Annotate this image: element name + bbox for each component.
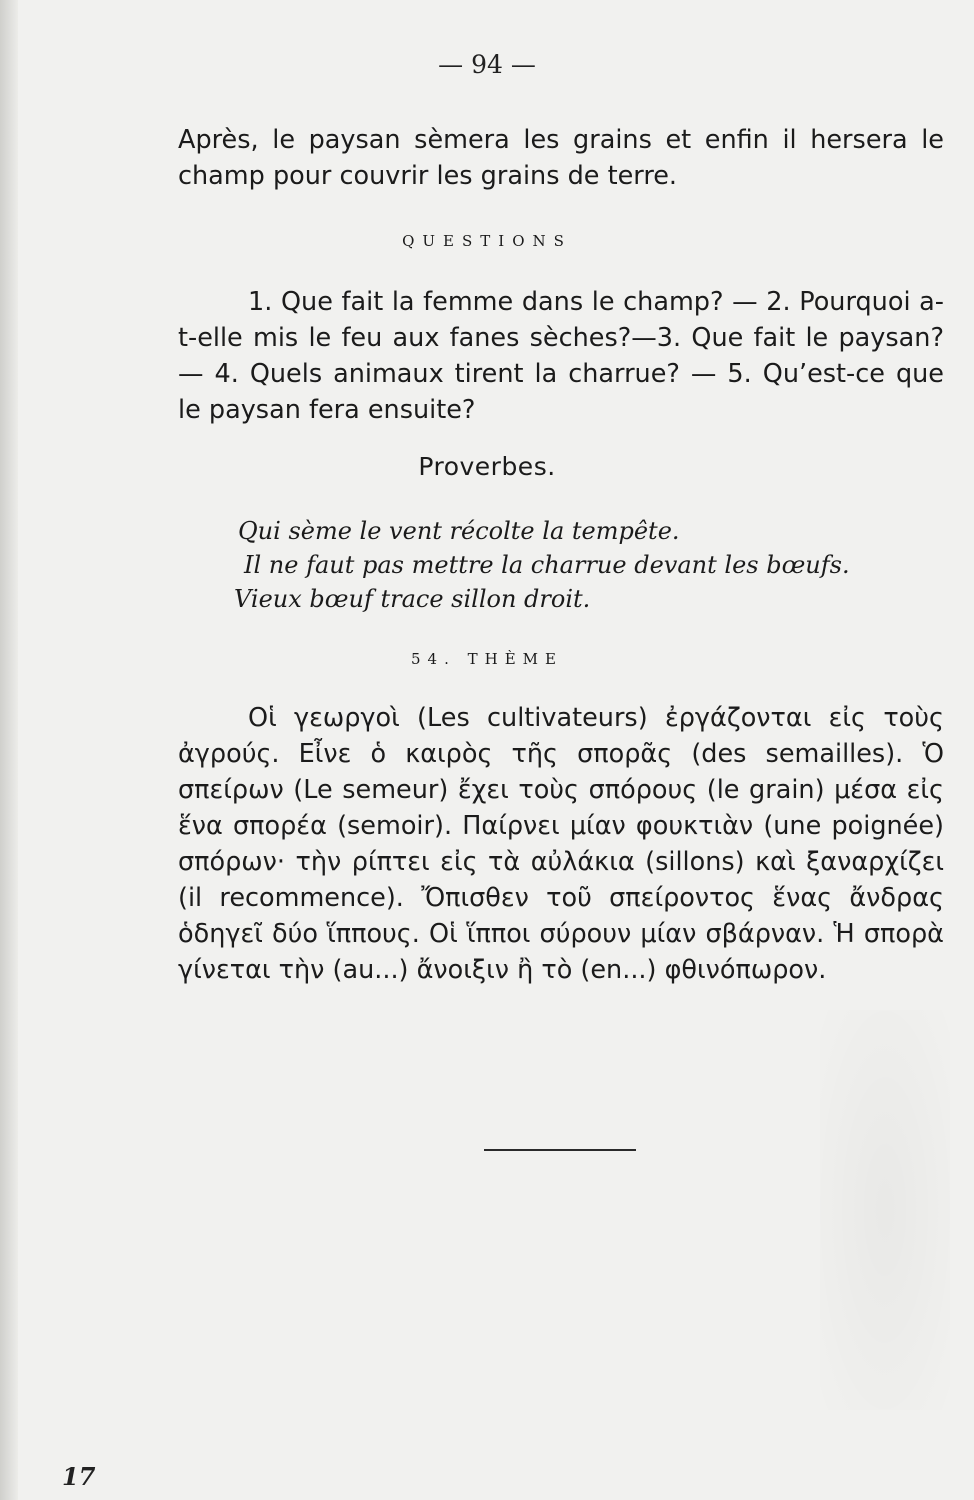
handwritten-mark: 17 <box>62 1462 96 1491</box>
theme-text: Οἱ γεωργοὶ (Les cultivateurs) ἐργάζονται εἰς τοὺς ἀγρούς. Εἶνε ὁ καιρὸς τῆς σπορᾶς (des semailles). Ὁ σπείρων (Le semeur) ἔχει τοὺς σπόρους (le grain) μέσα εἰς ἕνα σπορέα (semoir). Παίρνει μίαν φουκτιὰν (une poignée) σπόρων· τὴν ρίπτει εἰς τὰ αὐλάκια (sillons) καὶ ξαναρχίζει (il recommence). Ὄπισθεν τοῦ σπείροντος ἕνας ἄνδρας ὁδηγεῖ δύο ἵππους. Οἱ ἵπποι σύρουν μίαν σβάρναν. Ἡ σπορὰ γίνεται τὴν (au...) ἄνοιξιν ἢ τὸ (en...) φθινόπωρον. <box>178 703 944 985</box>
questions-paragraph <box>178 284 944 428</box>
ink-bleed-through <box>820 1010 950 1410</box>
questions-heading: QUESTIONS <box>402 232 572 250</box>
proverbs-heading: Proverbes. <box>418 452 556 481</box>
theme-heading: 54. THÈME <box>411 650 563 668</box>
proverb-line: Qui sème le vent récolte la tempête. <box>238 517 680 545</box>
intro-text: Après, le paysan sèmera les grains et enfin il hersera le champ pour couvrir les grains de terre. <box>178 125 944 191</box>
questions-text: 1. Que fait la femme dans le champ? — 2. Pourquoi a-t-elle mis le feu aux fanes sèches?—3. Que fait le paysan? — 4. Quels animaux tirent la charrue? — 5. Qu’est-ce que le paysan fera ensuite? <box>178 287 944 425</box>
theme-paragraph <box>178 700 944 988</box>
intro-paragraph <box>178 122 944 194</box>
proverb-line: Vieux bœuf trace sillon droit. <box>234 585 591 613</box>
page-gutter-shadow <box>0 0 18 1500</box>
proverb-line: Il ne faut pas mettre la charrue devant les bœufs. <box>244 551 850 579</box>
page-number: — 94 — <box>438 50 536 79</box>
proverbs-list <box>234 514 938 616</box>
section-divider <box>484 1149 636 1151</box>
